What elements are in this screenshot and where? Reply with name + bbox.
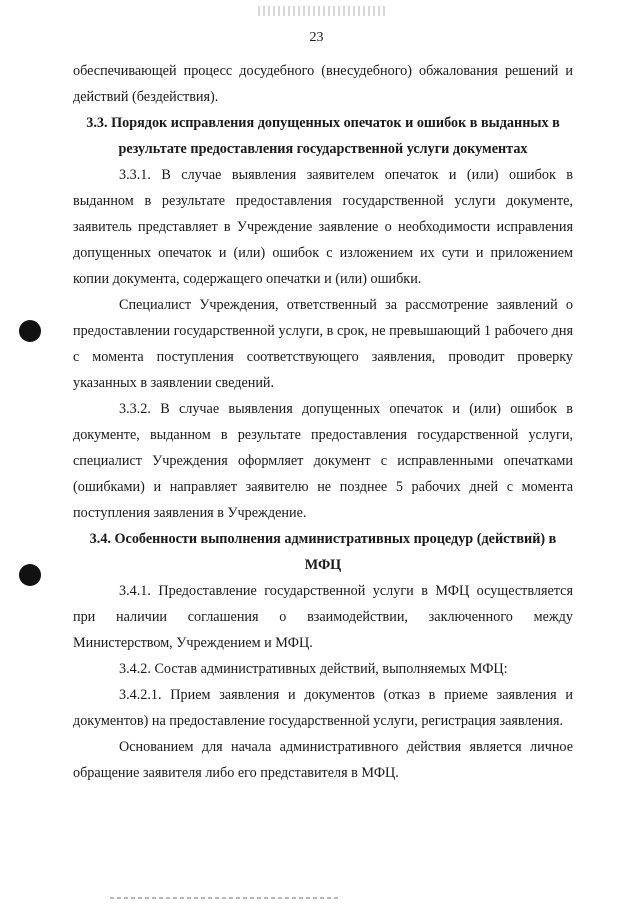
binder-hole xyxy=(19,320,41,342)
document-body xyxy=(73,58,573,786)
section-heading-3-3: 3.3. Порядок исправления допущенных опечаток и ошибок в выданных в результате предоставления государственной услуги документах xyxy=(86,115,560,157)
paragraph-3-4-2: 3.4.2. Состав административных действий, выполняемых МФЦ: xyxy=(119,661,508,677)
scan-artifact xyxy=(258,6,388,16)
paragraph: Специалист Учреждения, ответственный за рассмотрение заявлений о предоставлении государственной услуги, в срок, не превышающий 1 рабочего дня с момента поступления соответствующего заявления, проводит проверку указанных в заявлении сведений. xyxy=(73,297,573,391)
binder-hole xyxy=(19,564,41,586)
section-heading-3-4: 3.4. Особенности выполнения административных процедур (действий) в МФЦ xyxy=(89,531,557,573)
paragraph: обеспечивающей процесс досудебного (внесудебного) обжалования решений и действий (бездействия). xyxy=(73,63,573,105)
paragraph-3-4-1: 3.4.1. Предоставление государственной услуги в МФЦ осуществляется при наличии соглашения о взаимодействии, заключенного между Министерством, Учреждением и МФЦ. xyxy=(73,583,573,651)
paragraph: Основанием для начала административного действия является личное обращение заявителя либо его представителя в МФЦ. xyxy=(73,739,573,781)
scan-artifact xyxy=(110,897,340,899)
paragraph-3-3-1: 3.3.1. В случае выявления заявителем опечаток и (или) ошибок в выданном в результате предоставления государственной услуги документе, заявитель представляет в Учреждение заявление о необходимости исправления допущенных опечаток и (или) ошибок с изложением их сути и приложением копии документа, содержащего опечатки и (или) ошибки. xyxy=(73,167,573,287)
paragraph-3-4-2-1: 3.4.2.1. Прием заявления и документов (отказ в приеме заявления и документов) на предоставление государственной услуги, регистрация заявления. xyxy=(73,687,573,729)
page-number: 23 xyxy=(309,30,324,45)
paragraph-3-3-2: 3.3.2. В случае выявления допущенных опечаток и (или) ошибок в документе, выданном в результате предоставления государственной услуги, специалист Учреждения оформляет документ с исправленными опечатками (ошибками) и направляет заявителю не позднее 5 рабочих дней с момента поступления заявления в Учреждение. xyxy=(73,401,573,521)
